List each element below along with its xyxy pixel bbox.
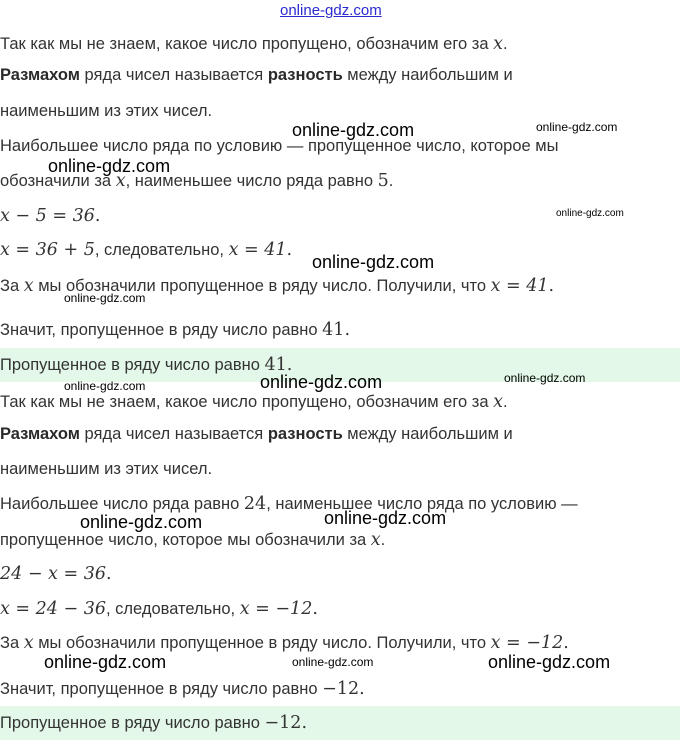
p2-result-line: [0, 679, 680, 699]
p2-equation-2-dot: .: [312, 599, 318, 619]
p1-range-term: Размахом: [0, 66, 80, 84]
p1-range-def-text2: наименьшим из этих чисел.: [0, 102, 213, 120]
p1-smallest-text-a: обозначили за: [0, 172, 116, 190]
p1-result-text: Значит, пропущенное в ряду число равно: [0, 321, 323, 339]
p1-intro-line: [0, 34, 680, 54]
p2-equation-1-dot: .: [105, 564, 112, 584]
p2-smallest-text: пропущенное число, которое мы обозначили за: [0, 531, 371, 549]
watermark: online-gdz.com: [292, 655, 374, 669]
p1-smallest-var: x: [115, 171, 126, 191]
watermark-top: online-gdz.com: [280, 2, 382, 19]
p1-equation-1-expr: x − 5 = 36: [0, 206, 95, 226]
watermark: online-gdz.com: [80, 512, 203, 532]
p1-answer-dot: .: [286, 355, 293, 375]
watermark: online-gdz.com: [292, 120, 415, 140]
p2-difference-term: разность: [267, 425, 343, 443]
watermark: online-gdz.com: [312, 252, 435, 272]
p2-answer-dot: .: [301, 713, 308, 733]
watermark: online-gdz.com: [64, 291, 146, 305]
p1-equation-2-result: x = 41: [228, 240, 287, 260]
p1-conclusion-b: мы обозначили пропущенное в ряду число. Получили, что: [33, 277, 491, 295]
p2-equation-1-expr: 24 − x = 36: [0, 564, 106, 584]
watermark: online-gdz.com: [556, 208, 624, 219]
p1-range-def-mid: ряда чисел называется: [79, 66, 268, 84]
p2-range-def-text2: наименьшим из этих чисел.: [0, 460, 213, 478]
p2-conclusion-dot: .: [563, 633, 569, 653]
p2-intro-dot: .: [502, 393, 508, 411]
p2-equation-2-result: x = −12: [239, 599, 313, 619]
p1-difference-term: разность: [267, 66, 343, 84]
watermark: online-gdz.com: [48, 156, 171, 176]
watermark: online-gdz.com: [44, 652, 167, 672]
p1-intro-var: x: [493, 34, 503, 54]
p2-largest-num: 24: [243, 494, 267, 514]
p2-range-def-end: между наибольшим и: [342, 425, 513, 443]
p1-answer-text: Пропущенное в ряду число равно: [0, 356, 265, 374]
p2-conclusion-eq: x = −12: [490, 633, 564, 653]
p1-equation-2-dot: .: [286, 240, 293, 260]
p1-range-def-end: между наибольшим и: [342, 66, 513, 84]
p2-answer-box: [0, 706, 680, 740]
p2-answer-num: −12: [264, 713, 302, 733]
p2-equation-2-text: , следовательно,: [105, 600, 240, 618]
p1-intro-dot: .: [502, 35, 508, 53]
p2-smallest-dot: .: [380, 531, 386, 549]
p1-equation-2-text: , следовательно,: [94, 241, 229, 259]
p2-range-term: Размахом: [0, 425, 80, 443]
p1-result-dot: .: [344, 320, 351, 340]
watermark: online-gdz.com: [504, 371, 586, 385]
p2-intro-text: Так как мы не знаем, какое число пропущено, обозначим его за: [0, 393, 494, 411]
p2-result-text: Значит, пропущенное в ряду число равно: [0, 680, 323, 698]
p1-smallest-dot: .: [388, 172, 394, 190]
p1-equation-2-expr: x = 36 + 5: [0, 240, 95, 260]
p1-equation-1-dot: .: [94, 206, 101, 226]
p2-conclusion-line: [0, 633, 680, 653]
p1-result-num: 41: [322, 320, 345, 340]
p2-conclusion-a: За: [0, 634, 24, 652]
p2-result-dot: .: [359, 679, 365, 699]
p1-result-line: [0, 320, 680, 340]
p2-range-def-line2: [0, 459, 680, 479]
p1-range-def-line: [0, 65, 680, 85]
watermark: online-gdz.com: [260, 372, 383, 392]
p1-intro-text: Так как мы не знаем, какое число пропущено, обозначим его за: [0, 35, 494, 53]
p2-equation-1: [0, 564, 680, 584]
p2-conclusion-var: x: [23, 633, 34, 653]
watermark: online-gdz.com: [488, 652, 611, 672]
p1-conclusion-eq: x = 41: [490, 276, 549, 296]
p2-equation-2: [0, 599, 680, 619]
p2-conclusion-b: мы обозначили пропущенное в ряду число. Получили, что: [33, 634, 491, 652]
watermark: online-gdz.com: [536, 120, 618, 134]
p2-range-def-line: [0, 424, 680, 444]
p1-smallest-text-b: , наименьшее число ряда равно: [125, 172, 378, 190]
p2-intro-var: x: [493, 392, 503, 412]
watermark: online-gdz.com: [324, 508, 447, 528]
p1-largest-text: Наибольшее число ряда по условию — пропущенное число, которое мы: [0, 137, 559, 155]
p2-range-def-mid: ряда чисел называется: [79, 425, 268, 443]
p2-smallest-var: x: [370, 530, 381, 550]
p2-answer-text: Пропущенное в ряду число равно: [0, 714, 265, 732]
p1-smallest-num: 5: [377, 171, 389, 191]
p1-conclusion-a: За: [0, 277, 24, 295]
p2-largest-text-a: Наибольшее число ряда равно: [0, 495, 244, 513]
p2-equation-2-expr: x = 24 − 36: [0, 599, 106, 619]
p2-result-num: −12: [322, 679, 360, 699]
watermark: online-gdz.com: [64, 379, 146, 393]
p1-answer-num: 41: [264, 355, 287, 375]
p2-smallest-line: [0, 530, 680, 550]
p2-intro-line: [0, 392, 680, 412]
p1-conclusion-dot: .: [548, 276, 555, 296]
p1-range-def-line2: [0, 101, 680, 121]
p2-largest-text-b: , наименьшее число ряда по условию —: [266, 495, 578, 513]
p1-conclusion-var: x: [23, 276, 34, 296]
